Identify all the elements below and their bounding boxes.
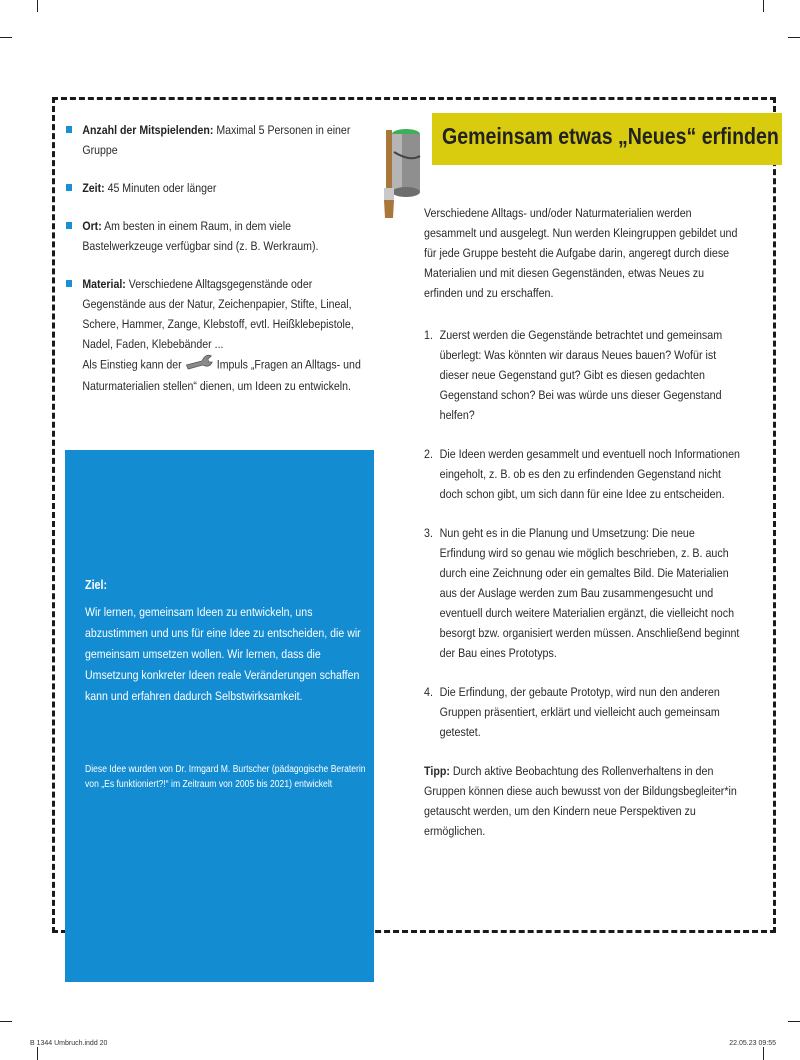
- credit-text: Diese Idee wurden von Dr. Irmgard M. Burtscher (pädagogische Beraterin von „Es funktioniert?!“ im Zeitraum von 2005 bis 2021) entwickelt: [85, 764, 366, 790]
- info-label: Anzahl der Mitspielenden:: [82, 123, 214, 137]
- step-number: 4.: [424, 685, 433, 699]
- step-item: [424, 523, 742, 663]
- step-number: 2.: [424, 447, 433, 461]
- step-number: 1.: [424, 328, 433, 342]
- page-title: Gemeinsam etwas „Neues“ erfinden: [442, 123, 779, 149]
- info-text: Impuls „Fragen an Alltags- und Naturmaterialien stellen“ dienen, um Ideen zu entwickeln.: [82, 357, 361, 393]
- crop-mark: [0, 37, 12, 38]
- info-text: Verschiedene Alltagsgegenstände oder Gegenstände aus der Natur, Zeichenpapier, Stifte, Lineal, Schere, Hammer, Zange, Klebstoff, evtl. Heißklebepistole, Nadel, Faden, Klebebänder ...: [82, 277, 354, 351]
- instructions-section: [424, 203, 741, 841]
- info-item-place: [66, 216, 365, 256]
- goal-heading: Ziel:: [85, 578, 108, 592]
- step-number: 3.: [424, 526, 433, 540]
- intro-text: Verschiedene Alltags- und/oder Naturmaterialien werden gesammelt und ausgelegt. Nun werden Kleingruppen gebildet und für jede Gruppe besteht die Aufgabe darin, angeregt durch diese Materialien und mit diesen Gegenständen, etwas Neues zu erfinden und zu erschaffen.: [424, 206, 738, 300]
- tip-body: Durch aktive Beobachtung des Rollenverhaltens in den Gruppen können diese auch bewusst von der Bildungsbegleiter*in getauscht werden, um den Kindern neue Perspektiven zu ermöglichen.: [424, 764, 737, 838]
- info-label: Ort:: [82, 219, 102, 233]
- tip-label: Tipp:: [424, 764, 450, 778]
- bullet-icon: [66, 280, 72, 287]
- info-section: [66, 120, 361, 414]
- crop-mark: [37, 1047, 38, 1060]
- info-label: Zeit:: [82, 181, 105, 195]
- crop-mark: [37, 0, 38, 12]
- tip-text: [424, 761, 742, 841]
- goal-text: Wir lernen, gemeinsam Ideen zu entwickeln, uns abzustimmen und uns für eine Idee zu entscheiden, die wir gemeinsam umsetzen wollen. Wir lernen, dass die Umsetzung konkreter Ideen reale Veränderungen schaffen kann und erfahren dadurch Selbstwirksamkeit.: [85, 605, 361, 703]
- step-item: [424, 444, 742, 504]
- title-bar: [432, 113, 782, 165]
- info-text: 45 Minuten oder länger: [104, 181, 217, 195]
- step-item: [424, 682, 742, 742]
- bullet-icon: [66, 184, 72, 191]
- crop-mark: [788, 1021, 800, 1022]
- step-text: Zuerst werden die Gegenstände betrachtet und gemeinsam überlegt: Was könnten wir daraus Neues bauen? Wofür ist dieser neue Gegenstand gut? Gibt es diesen gedachten Gegenstand schon? Bei was würde uns dieser Gegenstand helfen?: [439, 328, 723, 422]
- paint-can-icon: [380, 122, 426, 227]
- step-text: Nun geht es in die Planung und Umsetzung: Die neue Erfindung wird so genau wie möglich beschrieben, z. B. auch durch eine Zeichnung oder ein gemaltes Bild. Die Materialien aus der Auslage werden zum Bau zusammengesucht und eventuell durch weitere Materialien ergänzt, die vielleicht noch besorgt bzw. organisiert werden müssen. Anschließend beginnt der Bau eines Prototyps.: [439, 526, 740, 660]
- footer-stamp: 22.05.23 09:55: [729, 1040, 776, 1047]
- crop-mark: [763, 1047, 764, 1060]
- crop-mark: [763, 0, 764, 12]
- goal-box: [65, 450, 374, 982]
- steps-list: [424, 325, 742, 742]
- wrench-icon: [185, 354, 214, 376]
- info-item-time: [66, 178, 365, 198]
- info-item-material: [66, 274, 365, 396]
- info-text: Am besten in einem Raum, in dem viele Bastelwerkzeuge verfügbar sind (z. B. Werkraum).: [82, 219, 319, 253]
- step-text: Die Ideen werden gesammelt und eventuell noch Informationen eingeholt, z. B. ob es den zu erfindenden Gegenstand nicht doch schon gibt, um sich dann für eine Idee zu entscheiden.: [439, 447, 741, 501]
- step-text: Die Erfindung, der gebaute Prototyp, wird nun den anderen Gruppen präsentiert, erklärt und vielleicht auch gemeinsam getestet.: [439, 685, 720, 739]
- info-text: Maximal 5 Personen in einer Gruppe: [82, 123, 351, 157]
- bullet-icon: [66, 222, 72, 229]
- step-item: [424, 325, 742, 425]
- bullet-icon: [66, 126, 72, 133]
- info-item-participants: [66, 120, 365, 160]
- footer-file: B 1344 Umbruch.indd 20: [30, 1040, 108, 1047]
- info-label: Material:: [82, 277, 126, 291]
- crop-mark: [788, 37, 800, 38]
- crop-mark: [0, 1021, 12, 1022]
- info-text: Als Einstieg kann der: [82, 357, 185, 372]
